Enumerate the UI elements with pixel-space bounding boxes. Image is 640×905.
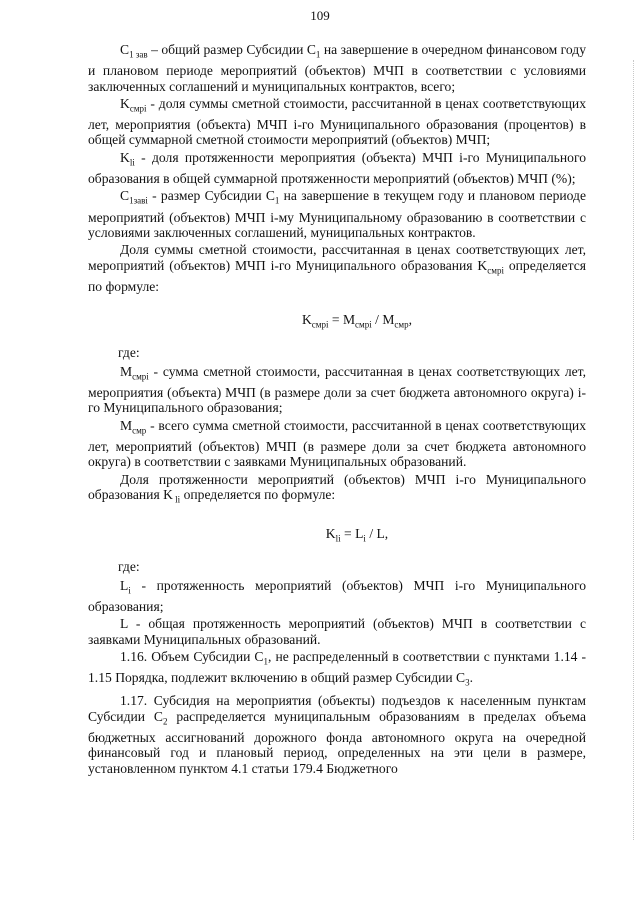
formula-ksmri: $K_{смрi} = M_{смрi} / M_{смр}$, [301, 312, 413, 330]
ksmri-intro-paragraph: Доля суммы сметной стоимости, рассчитанная в ценах соответствующих лет, мероприятий (объектов) МЧП i-го Муниципального образования $K_{смрi}$ определяется по формуле: [88, 242, 586, 294]
definition-kli: $K_{li}$ - доля протяженности мероприятия (объекта) МЧП i-го Муниципального образования в общей суммарной протяженности мероприятий (объектов) МЧП (%); [88, 149, 586, 186]
where-label-2: где: [118, 559, 140, 575]
definition-li: $L_i$ - протяженность мероприятий (объектов) МЧП i-го Муниципального образования; [88, 577, 586, 614]
page-number: 109 [310, 8, 330, 23]
scan-edge-mark [632, 60, 634, 840]
formula-kli: $K_{li} = L_i / L$, [325, 526, 389, 544]
definition-l: L - общая протяженность мероприятий (объектов) МЧП в соответствии с заявками Муниципальных образований. [88, 616, 586, 647]
where-label-1: где: [118, 345, 140, 361]
definition-c1-zav: $C_{1 зав}$ – общий размер Субсидии $C_1$ на завершение в очередном финансовом году и плановом периоде мероприятий (объектов) МЧП в соответствии с условиями заключенных соглашений и муниципальных контрактов, всего; [88, 42, 586, 94]
definition-msmr: $M_{смр}$ - всего сумма сметной стоимости, рассчитанной в ценах соответствующих лет, мероприятий (объектов) МЧП (в размере доли за счет бюджета автономного округа) в соответствии с заявками Муниципальных образований. [88, 417, 586, 470]
paragraph-1-16: 1.16. Объем Субсидии $C_1$, не распределенный в соответствии с пунктами 1.14 - 1.15 Порядка, подлежит включению в общий размер Субсидии $C_3$. [88, 649, 587, 688]
definition-ksmri: $K_{смрi}$ - доля суммы сметной стоимости, рассчитанной в ценах соответствующих лет, мероприятия (объекта) МЧП i-го Муниципального образования (процентов) в общей суммарной сметной стоимости мероприятий (объектов) МЧП; [88, 95, 586, 148]
definition-c1-zav-i: $C_{1зaвi}$ - размер Субсидии $C_1$ на завершение в текущем году и плановом периоде мероприятий (объектов) МЧП i-му Муниципальному образованию в соответствии с условиями заключенных соглашений, муниципальных контрактов. [88, 188, 586, 240]
kli-intro-paragraph: Доля протяженности мероприятий (объектов) МЧП i-го Муниципального образования K $_{li}$ определяется по формуле: [88, 471, 586, 505]
paragraph-1-17: 1.17. Субсидия на мероприятия (объекты) подъездов к населенным пунктам Субсидии $C_2$ распределяется муниципальным образованиям в пределах объема бюджетных ассигнований дорожного фонда автономного округа на очередной финансовый год и плановый период, определенных на эти цели в размере, установленном пунктом 4.1 статьи 179.4 Бюджетного [88, 693, 586, 776]
document-body [88, 42, 586, 778]
definition-msmri: $M_{смрi}$ - сумма сметной стоимости, рассчитанная в ценах соответствующих лет, мероприятия (объекта) МЧП (в размере доли за счет бюджета автономного округа) i-го Муниципального образования; [88, 363, 586, 416]
